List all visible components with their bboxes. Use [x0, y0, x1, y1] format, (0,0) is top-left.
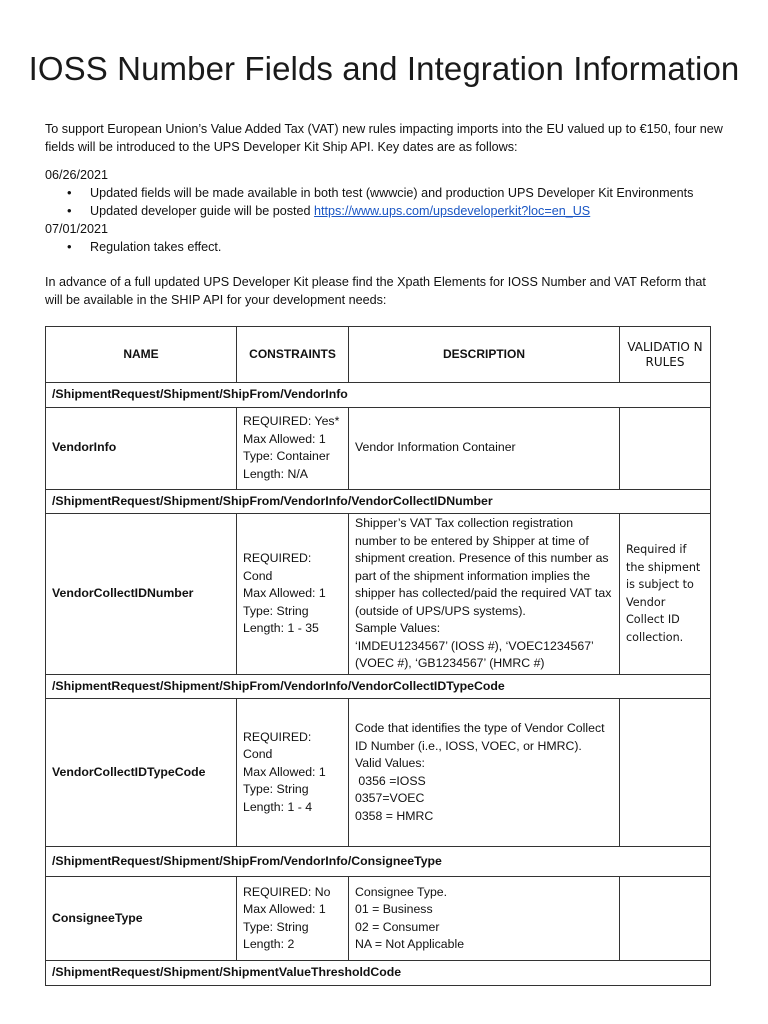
constraint-type: Type: Container [243, 449, 330, 463]
field-name: VendorCollectIDNumber [46, 514, 237, 675]
constraint-type: Type: String [243, 782, 309, 797]
field-description [349, 877, 620, 961]
constraint-required: REQUIRED: Cond [243, 729, 312, 762]
header-validation: VALIDATIO N RULES [620, 327, 711, 383]
header-description: DESCRIPTION [349, 327, 620, 383]
table-row [46, 699, 711, 847]
field-validation [620, 699, 711, 847]
xpath-cell: /ShipmentRequest/Shipment/ShipFrom/VendorInfo/ConsigneeType [46, 847, 711, 877]
bullet-fields-available: • Updated fields will be made available in both test (wwwcie) and production UPS Developer Kit Environments [45, 184, 725, 202]
constraint-required: REQUIRED: Yes* [243, 414, 340, 428]
field-name: ConsigneeType [46, 877, 237, 961]
field-name: VendorCollectIDTypeCode [46, 699, 237, 847]
field-name: VendorInfo [46, 407, 237, 489]
field-description [349, 514, 620, 675]
path-row [46, 674, 711, 699]
description-text: Shipper’s VAT Tax collection registration number to be entered by Shipper at time of shipment creation. Presence of this number as part of the shipment information implies the shipper has collected/paid the required VAT tax (outside of UPS/UPS systems). [355, 516, 612, 618]
xpath-cell: /ShipmentRequest/Shipment/ShipmentValueThresholdCode [46, 961, 711, 986]
description-text: Vendor Information Container [355, 440, 516, 455]
developer-kit-link[interactable]: https://www.ups.com/upsdeveloperkit?loc=en_US [314, 204, 591, 218]
page-title: IOSS Number Fields and Integration Information [28, 50, 740, 87]
table-row [46, 514, 711, 675]
intro-paragraph: To support European Union’s Value Added Tax (VAT) new rules impacting imports into the EU valued up to €150, four new fields will be introduced to the UPS Developer Kit Ship API. Key dates are as follows: [45, 122, 723, 154]
constraint-max: Max Allowed: 1 [243, 431, 326, 446]
field-description [349, 407, 620, 489]
description-value-voec: 0357=VOEC [355, 791, 425, 805]
header-constraints: CONSTRAINTS [237, 327, 349, 383]
field-constraints [237, 407, 349, 489]
table-row [46, 877, 711, 961]
header-name: NAME [46, 327, 237, 383]
constraint-max: Max Allowed: 1 [243, 902, 326, 916]
xpath-cell: /ShipmentRequest/Shipment/ShipFrom/VendorInfo/VendorCollectIDNumber [46, 489, 711, 514]
description-text: Code that identifies the type of Vendor Collect ID Number (i.e., IOSS, VOEC, or HMRC). [355, 721, 605, 753]
field-validation: Required if the shipment is subject to Vendor Collect ID collection. [620, 514, 711, 675]
xpath-cell: /ShipmentRequest/Shipment/ShipFrom/VendorInfo/VendorCollectIDTypeCode [46, 674, 711, 699]
constraint-required: REQUIRED: Cond [243, 551, 312, 583]
date-first: 06/26/2021 [45, 168, 109, 182]
path-row [46, 383, 711, 408]
constraint-max: Max Allowed: 1 [243, 586, 326, 600]
bullet-regulation: • Regulation takes effect. [45, 238, 725, 256]
description-sample-values: ‘IMDEU1234567’ (IOSS #), ‘VOEC1234567’ (VOEC #), ‘GB1234567’ (HMRC #) [355, 638, 594, 670]
description-value-ioss: 0356 =IOSS [355, 773, 426, 788]
field-constraints [237, 877, 349, 961]
description-value-business: 01 = Business [355, 902, 433, 916]
table-header-row [46, 327, 711, 383]
date-second-bullets [45, 238, 725, 256]
description-value-consumer: 02 = Consumer [355, 919, 440, 934]
path-row [46, 489, 711, 514]
field-constraints [237, 514, 349, 675]
path-row [46, 847, 711, 877]
constraint-length: Length: 2 [243, 937, 295, 951]
xpath-cell: /ShipmentRequest/Shipment/ShipFrom/VendorInfo [46, 383, 711, 408]
date-first-bullets [45, 184, 725, 220]
date-second: 07/01/2021 [45, 222, 109, 236]
description-value-na: NA = Not Applicable [355, 937, 465, 951]
constraint-length: Length: N/A [243, 466, 308, 481]
description-text: Consignee Type. [355, 884, 448, 899]
field-validation [620, 877, 711, 961]
description-value-hmrc: 0358 = HMRC [355, 808, 434, 823]
xpath-elements-table [45, 326, 711, 986]
constraint-length: Length: 1 - 4 [243, 799, 313, 814]
path-row [46, 961, 711, 986]
description-sample-label: Sample Values: [355, 621, 441, 635]
constraint-length: Length: 1 - 35 [243, 621, 319, 635]
field-constraints [237, 699, 349, 847]
bullet-developer-guide [45, 202, 725, 220]
field-description [349, 699, 620, 847]
constraint-type: Type: String [243, 919, 309, 934]
constraint-max: Max Allowed: 1 [243, 764, 326, 779]
description-valid-label: Valid Values: [355, 756, 425, 770]
guide-text: Updated developer guide will be posted [90, 204, 315, 218]
constraint-type: Type: String [243, 603, 309, 618]
constraint-required: REQUIRED: No [243, 884, 331, 899]
advance-paragraph: In advance of a full updated UPS Developer Kit please find the Xpath Elements for IOSS Number and VAT Reform that will be available in the SHIP API for your development needs: [45, 275, 706, 307]
field-validation [620, 407, 711, 489]
table-row [46, 407, 711, 489]
